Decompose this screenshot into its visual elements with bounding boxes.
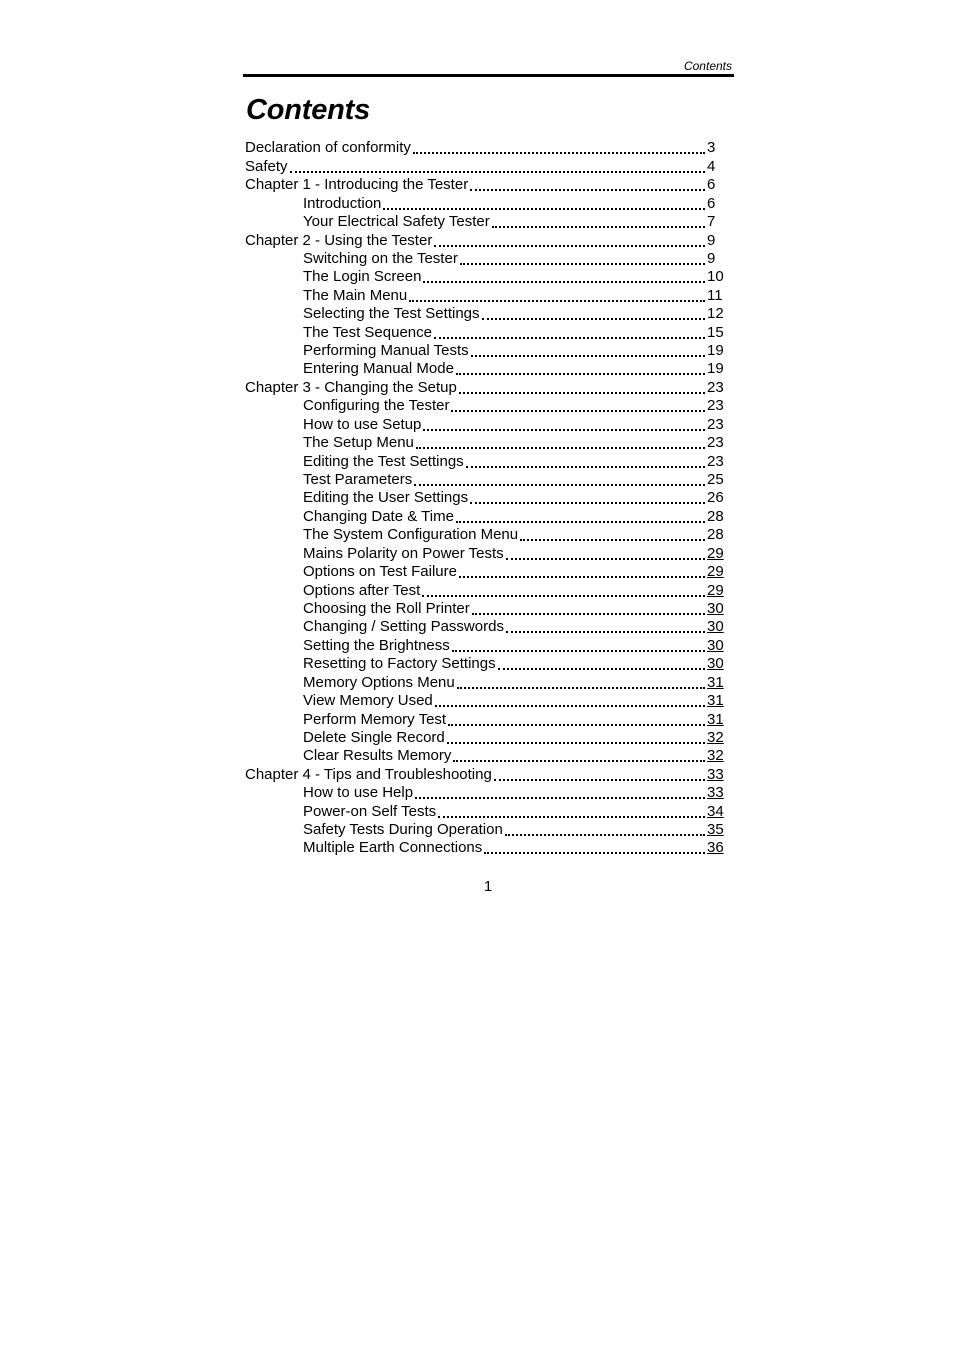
toc-entry [245, 360, 735, 378]
toc-entry [245, 471, 735, 489]
toc-entry-page: 19 [707, 342, 724, 360]
toc-dot-leader [415, 797, 705, 799]
toc-entry-page: 23 [707, 434, 724, 452]
toc-entry-title: Test Parameters [303, 471, 413, 489]
toc-dot-leader [484, 852, 705, 854]
toc-dot-leader [452, 650, 705, 652]
toc-entry[interactable] [245, 784, 735, 802]
toc-dot-leader [434, 245, 705, 247]
toc-entry-title: Chapter 4 - Tips and Troubleshooting [245, 765, 492, 783]
toc-dot-leader [434, 337, 705, 339]
toc-dot-leader [448, 724, 705, 726]
toc-dot-leader [505, 834, 705, 836]
toc-entry-title: The Test Sequence [303, 323, 432, 341]
toc-dot-leader [506, 631, 705, 633]
toc-entry-page[interactable]: 32 [707, 747, 724, 765]
toc-entry-page: 10 [707, 268, 724, 286]
toc-entry-title: Perform Memory Test [303, 710, 447, 728]
toc-dot-leader [466, 466, 705, 468]
toc-entry-title: Delete Single Record [303, 728, 445, 746]
toc-entry-page: 23 [707, 452, 724, 470]
toc-dot-leader [453, 760, 705, 762]
toc-entry-title: Performing Manual Tests [303, 342, 469, 360]
toc-dot-leader [506, 558, 705, 560]
toc-entry-page[interactable]: 31 [707, 710, 724, 728]
toc-entry-title: Selecting the Test Settings [303, 305, 480, 323]
toc-entry-title: Mains Polarity on Power Tests [303, 544, 504, 562]
table-of-contents [245, 139, 735, 857]
toc-entry-page: 25 [707, 471, 724, 489]
toc-entry[interactable] [245, 563, 735, 581]
toc-entry-title: Power-on Self Tests [303, 802, 437, 820]
toc-entry-title: Editing the Test Settings [303, 452, 464, 470]
toc-entry-page[interactable]: 32 [707, 728, 724, 746]
toc-entry[interactable] [245, 655, 735, 673]
toc-entry[interactable] [245, 839, 735, 857]
toc-dot-leader [494, 779, 705, 781]
toc-entry [245, 194, 735, 212]
toc-entry-page: 7 [707, 213, 716, 231]
toc-entry-title: Resetting to Factory Settings [303, 655, 496, 673]
toc-entry-title: Chapter 2 - Using the Tester [245, 231, 433, 249]
toc-entry-title: Declaration of conformity [245, 139, 411, 157]
toc-entry-title: Safety [245, 157, 288, 175]
toc-entry-title: Safety Tests During Operation [303, 821, 503, 839]
toc-dot-leader [423, 429, 705, 431]
toc-entry [245, 342, 735, 360]
toc-entry-page[interactable]: 30 [707, 636, 724, 654]
toc-entry[interactable] [245, 618, 735, 636]
toc-entry-page: 12 [707, 305, 724, 323]
toc-entry-page[interactable]: 33 [707, 765, 724, 783]
toc-entry [245, 213, 735, 231]
toc-entry-title: Clear Results Memory [303, 747, 452, 765]
toc-dot-leader [482, 318, 706, 320]
toc-entry [245, 250, 735, 268]
header-rule [243, 74, 734, 77]
toc-dot-leader [413, 152, 705, 154]
toc-entry-page: 23 [707, 415, 724, 433]
toc-entry-page[interactable]: 31 [707, 692, 724, 710]
toc-entry[interactable] [245, 729, 735, 747]
toc-entry-title: Memory Options Menu [303, 673, 455, 691]
toc-dot-leader [414, 484, 705, 486]
toc-entry-page: 28 [707, 526, 724, 544]
toc-entry-page: 4 [707, 157, 716, 175]
toc-dot-leader [447, 742, 705, 744]
toc-entry-title: Configuring the Tester [303, 397, 450, 415]
toc-entry-page[interactable]: 30 [707, 618, 724, 636]
toc-entry-title: Switching on the Tester [303, 249, 458, 267]
toc-entry-title: View Memory Used [303, 692, 433, 710]
toc-dot-leader [423, 281, 705, 283]
toc-entry-title: Options after Test [303, 581, 421, 599]
toc-entry-title: Changing / Setting Passwords [303, 618, 504, 636]
toc-dot-leader [520, 539, 705, 541]
toc-entry-page[interactable]: 30 [707, 599, 724, 617]
toc-entry-page: 28 [707, 507, 724, 525]
toc-entry-title: Choosing the Roll Printer [303, 599, 470, 617]
toc-entry-page: 9 [707, 249, 716, 267]
toc-entry-title: Options on Test Failure [303, 563, 457, 581]
toc-entry-page: 11 [707, 286, 723, 304]
toc-dot-leader [470, 189, 705, 191]
toc-entry-title: How to use Setup [303, 415, 422, 433]
toc-dot-leader [459, 392, 705, 394]
toc-entry [245, 452, 735, 470]
toc-dot-leader [290, 171, 705, 173]
toc-entry-title: The Main Menu [303, 286, 408, 304]
toc-entry-title: Your Electrical Safety Tester [303, 213, 490, 231]
toc-entry [245, 139, 735, 157]
toc-entry[interactable] [245, 692, 735, 710]
toc-entry[interactable] [245, 747, 735, 765]
toc-entry[interactable] [245, 821, 735, 839]
toc-entry [245, 231, 735, 249]
toc-dot-leader [457, 687, 705, 689]
toc-dot-leader [492, 226, 705, 228]
toc-entry-title: The Login Screen [303, 268, 422, 286]
toc-entry [245, 378, 735, 396]
toc-entry-page: 9 [707, 231, 716, 249]
toc-entry[interactable] [245, 581, 735, 599]
toc-dot-leader [472, 613, 705, 615]
toc-entry [245, 507, 735, 525]
toc-entry-title: The Setup Menu [303, 434, 414, 452]
toc-entry [245, 415, 735, 433]
toc-dot-leader [416, 447, 705, 449]
toc-dot-leader [383, 208, 705, 210]
toc-entry-title: Setting the Brightness [303, 636, 450, 654]
toc-entry [245, 268, 735, 286]
toc-entry-page[interactable]: 31 [707, 673, 724, 691]
toc-entry-page: 23 [707, 397, 724, 415]
toc-entry [245, 526, 735, 544]
toc-entry-title: Multiple Earth Connections [303, 839, 483, 857]
toc-entry-title: Changing Date & Time [303, 507, 454, 525]
toc-entry-page: 15 [707, 323, 724, 341]
toc-entry-title: The System Configuration Menu [303, 526, 519, 544]
toc-dot-leader [456, 373, 705, 375]
toc-entry-title: Chapter 3 - Changing the Setup [245, 378, 457, 396]
toc-entry-title: How to use Help [303, 784, 414, 802]
toc-dot-leader [456, 521, 705, 523]
toc-entry [245, 397, 735, 415]
toc-entry-page[interactable]: 29 [707, 581, 724, 599]
toc-dot-leader [460, 263, 705, 265]
toc-entry-page[interactable]: 35 [707, 821, 724, 839]
running-header: Contents [683, 59, 732, 73]
toc-entry[interactable] [245, 765, 735, 783]
toc-dot-leader [471, 355, 705, 357]
toc-dot-leader [435, 705, 705, 707]
toc-entry-page[interactable]: 29 [707, 563, 724, 581]
toc-entry-page: 3 [707, 139, 716, 157]
toc-dot-leader [422, 595, 705, 597]
toc-entry-title: Editing the User Settings [303, 489, 469, 507]
toc-entry-page[interactable]: 34 [707, 802, 724, 820]
toc-entry-page: 6 [707, 176, 716, 194]
toc-dot-leader [409, 300, 705, 302]
toc-dot-leader [470, 502, 705, 504]
toc-entry-page[interactable]: 30 [707, 655, 724, 673]
toc-entry[interactable] [245, 673, 735, 691]
toc-entry [245, 157, 735, 175]
toc-entry-title: Chapter 1 - Introducing the Tester [245, 176, 469, 194]
toc-entry-page[interactable]: 33 [707, 784, 724, 802]
toc-dot-leader [451, 410, 705, 412]
toc-entry [245, 176, 735, 194]
toc-entry-page[interactable]: 36 [707, 839, 724, 857]
toc-entry [245, 305, 735, 323]
toc-entry [245, 323, 735, 341]
toc-dot-leader [498, 668, 705, 670]
toc-entry-page: 23 [707, 378, 724, 396]
toc-dot-leader [438, 816, 705, 818]
toc-entry[interactable] [245, 802, 735, 820]
toc-entry-page: 19 [707, 360, 724, 378]
toc-entry [245, 286, 735, 304]
toc-entry-page: 26 [707, 489, 724, 507]
page-number: 1 [483, 878, 493, 895]
toc-entry[interactable] [245, 710, 735, 728]
toc-entry [245, 434, 735, 452]
toc-entry [245, 489, 735, 507]
toc-entry[interactable] [245, 544, 735, 562]
page-title: Contents [246, 94, 371, 126]
toc-entry-page: 6 [707, 194, 716, 212]
toc-entry-page[interactable]: 29 [707, 544, 724, 562]
toc-entry-title: Entering Manual Mode [303, 360, 454, 378]
toc-entry-title: Introduction [303, 194, 382, 212]
toc-entry[interactable] [245, 600, 735, 618]
toc-dot-leader [459, 576, 705, 578]
toc-entry[interactable] [245, 636, 735, 654]
